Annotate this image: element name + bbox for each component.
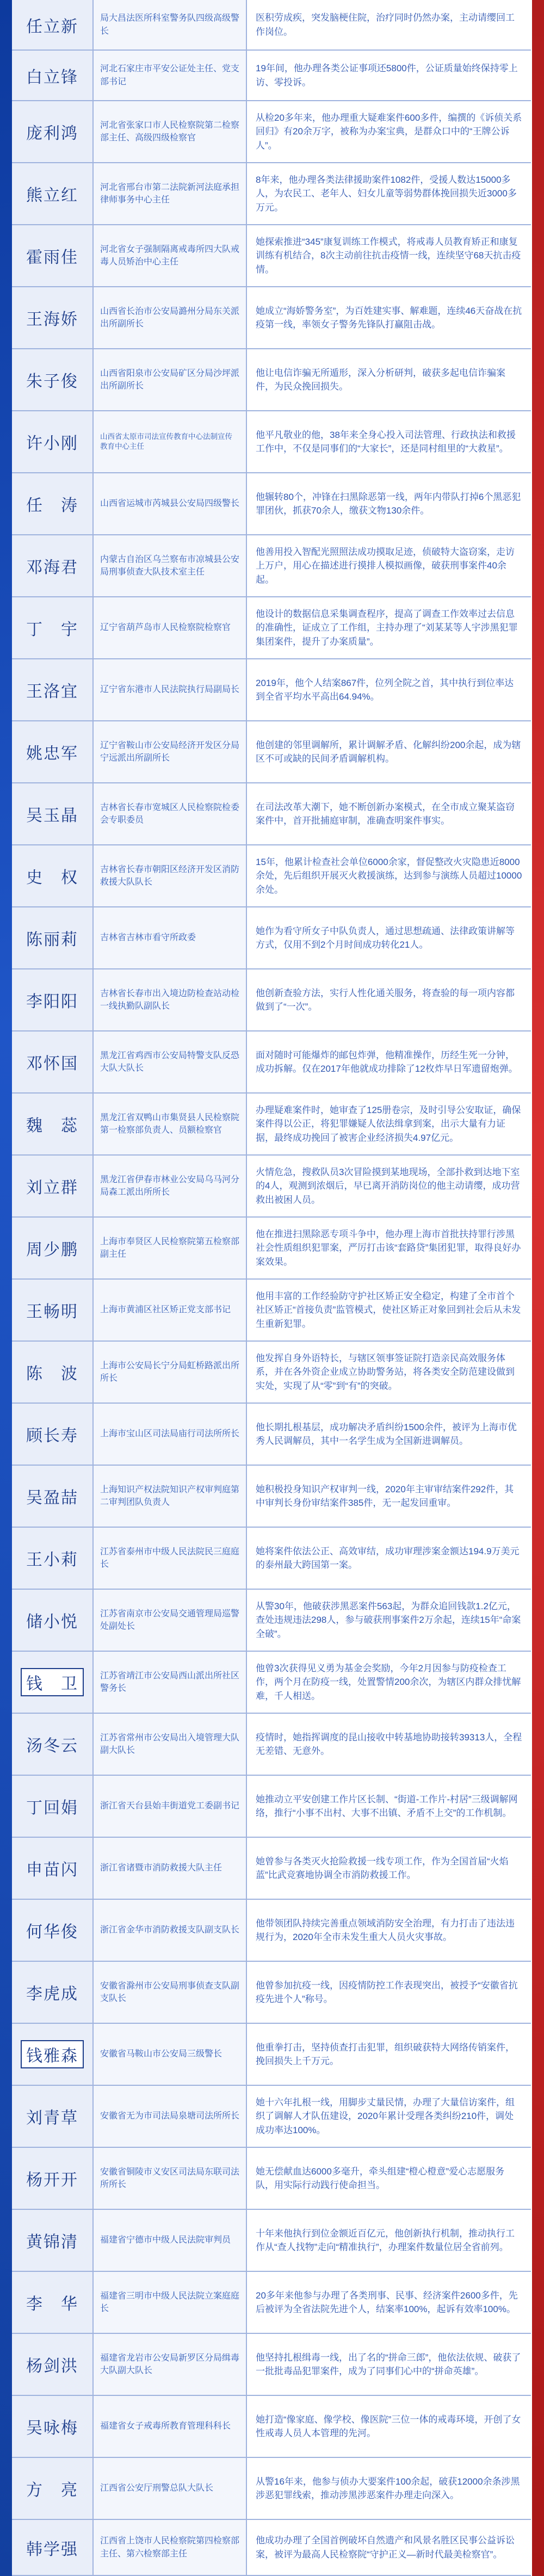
honoree-name: 杨剑洪 [26,2357,78,2375]
honoree-unit: 安徽省滁州市公安局刑事侦查支队副支队长 [100,1981,240,2003]
description-cell [247,783,531,844]
description-cell [247,0,531,50]
unit-cell [94,1528,247,1589]
honoree-name: 魏 蕊 [26,1117,78,1135]
unit-cell [94,535,247,596]
honoree-description: 他创新查验方法，实行人性化通关服务，将查验的每一项内容都做到了“一次”。 [256,987,515,1012]
description-cell [247,1528,531,1589]
honoree-description: 她将案件依法公正、高效审结，成功审理涉案金额达194.9万美元的泰州最大跨国第一案。 [256,1546,520,1570]
description-cell [247,1156,531,1216]
name-cell [12,287,94,348]
table-row [12,1962,531,2024]
honoree-description: 他长期扎根基层，成功解决矛盾纠纷1500余件，被评为上海市优秀人民调解员，其中一名学生成为全国新进调解员。 [256,1422,517,1446]
honoree-unit: 河北省张家口市人民检察院第二检察部主任、高级四级检察官 [100,120,240,143]
honoree-name: 陈 波 [26,1365,78,1383]
honoree-unit: 黑龙江省鸡西市公安局特警支队反恐大队大队长 [100,1051,240,1073]
honoree-name: 霍雨佳 [26,249,78,267]
name-cell [12,845,94,906]
name-cell [12,1962,94,2023]
honoree-unit: 吉林省吉林市看守所政委 [100,933,196,943]
honoree-description: 2019年，他个人结案867件，位列全院之首，其中执行到位率达到全省平均水平高出64.94%。 [256,677,514,702]
honoree-description: 从检20多年来，他办理重大疑难案件600多件，编撰的《诉侦关系回归》有20余万字，被称为办案宝典，是群众口中的“王牌公诉人”。 [256,112,522,151]
honoree-description: 火情危急，搜救队员3次冒险摸到某地现场，全部扑救到达地下室的4人，观测到浓烟后，早已离开消防岗位的他主动请缨，成功营救出被困人员。 [256,1166,520,1205]
description-cell [247,1404,531,1465]
honoree-name: 吴盈喆 [26,1489,78,1507]
description-cell [247,473,531,534]
honoree-unit: 江苏省靖江市公安局西山派出所社区警务长 [100,1671,240,1693]
honoree-description: 面对随时可能爆炸的邮包炸弹，他精准操作，历经生死一分钟，成功拆解。仅在2017年他就成功排除了12枚炸早日军遗留炮弹。 [256,1049,518,1074]
description-cell [247,2148,531,2209]
name-cell [12,2396,94,2457]
table-row [12,0,531,51]
unit-cell [94,1900,247,1961]
name-cell [12,473,94,534]
honoree-unit: 江西省上饶市人民检察院第四检察部主任、第六检察部主任 [100,2536,240,2559]
name-cell [12,969,94,1030]
name-cell [12,2272,94,2333]
table-row [12,51,531,101]
table-row [12,535,531,597]
honoree-unit: 江西省公安厅刑警总队大队长 [100,2484,214,2493]
name-cell [12,1466,94,1527]
table-row [12,783,531,845]
unit-cell [94,721,247,782]
honoree-unit: 福建省三明市中级人民法院立案庭庭长 [100,2291,240,2313]
unit-cell [94,1652,247,1713]
honoree-unit: 山西省长治市公安局潞州分局东关派出所副所长 [100,306,240,329]
honoree-name: 陈丽莉 [26,931,78,949]
unit-cell [94,2334,247,2395]
unit-cell [94,473,247,534]
honoree-name: 丁回娟 [26,1799,78,1817]
unit-cell [94,411,247,472]
description-cell [247,411,531,472]
honoree-description: 他坚持扎根缉毒一线，出了名的“拼命三郎”，他依法依规、破获了一批批毒品犯罪案件，成为了同事们心中的“拼命英雄”。 [256,2352,521,2376]
honoree-description: 19年间，他办理各类公证事项还5800件，公证质量始终保持零上访、零投诉。 [256,63,518,88]
name-cell [12,1652,94,1713]
honoree-unit: 浙江省天台县始丰街道党工委副书记 [100,1801,240,1811]
honoree-unit: 上海知识产权法院知识产权审判庭第二审判团队负责人 [100,1485,240,1507]
right-red-band [532,0,544,2576]
table-row [12,1156,531,1218]
honoree-name: 钱雅森 [21,2040,84,2068]
name-cell [12,2210,94,2271]
honoree-name: 邓海君 [26,559,78,577]
description-cell [247,2396,531,2457]
honoree-description: 他在推进扫黑除恶专项斗争中，他办理上海市首批扶持罪行涉黑社会性质组织犯罪案，严厉打击该“套路贷”集团犯罪，取得良好办案效果。 [256,1228,521,1267]
unit-cell [94,349,247,410]
unit-cell [94,287,247,348]
name-cell [12,225,94,286]
name-cell [12,2458,94,2519]
table-row [12,287,531,349]
honoree-unit: 山西省阳泉市公安局矿区分局沙坪派出所副所长 [100,368,240,391]
table-row [12,1652,531,1714]
honoree-description: 她推动立平安创建工作片区长制、“街道-工作片-村居”三级调解网络，推行“小事不出村、大事不出镇、矛盾不上交”的工作机制。 [256,1794,518,1818]
description-cell [247,969,531,1030]
name-cell [12,1404,94,1465]
name-cell [12,2086,94,2147]
description-cell [247,287,531,348]
honoree-name: 李虎成 [26,1985,78,2003]
honoree-description: 他重拳打击，坚持侦查打击犯罪，组织破获特大网络传销案件，挽回损失上千万元。 [256,2042,515,2066]
unit-cell [94,659,247,720]
honoree-description: 从警30年，他破获涉黑恶案件563起，为群众追回钱款1.2亿元，查处违规违法298人，参与破获刑事案件2万余起，连续15年“命案全破”。 [256,1601,521,1639]
description-cell [247,1714,531,1775]
name-cell [12,1094,94,1154]
table-row [12,2272,531,2334]
honoree-name: 许小刚 [26,435,78,453]
table-row [12,1218,531,1280]
table-row [12,101,531,163]
unit-cell [94,2272,247,2333]
description-cell [247,907,531,968]
honoree-unit: 辽宁省东港市人民法院执行局副局长 [100,685,240,695]
name-cell [12,2148,94,2209]
left-blue-band [0,0,12,2576]
honoree-unit: 浙江省金华市消防救援支队副支队长 [100,1925,240,1935]
name-cell [12,51,94,100]
honoree-unit: 江苏省常州市公安局出入境管理大队副大队长 [100,1733,240,1755]
honoree-unit: 上海市黄浦区社区矫正党支部书记 [100,1305,231,1315]
honoree-unit: 黑龙江省伊春市林业公安局乌马河分局森工派出所所长 [100,1175,240,1197]
description-cell [247,1962,531,2023]
table-row [12,1280,531,1342]
description-cell [247,1590,531,1651]
table-row [12,845,531,907]
unit-cell [94,1404,247,1465]
honoree-name: 申苗闪 [26,1861,78,1879]
unit-cell [94,1218,247,1278]
honoree-description: 20多年来他参与办理了各类刑事、民事、经济案件2600多件，先后被评为全省法院先进个人，结案率100%，起诉有效率100%。 [256,2290,518,2314]
honoree-name: 王小莉 [26,1551,78,1569]
honoree-description: 他创建的邻里调解所，累计调解矛盾、化解纠纷200余起，成为辖区不可或缺的民间矛盾调解机构。 [256,739,521,764]
honoree-description: 他用丰富的工作经验防守护社区矫正安全稳定，构建了全市首个社区矫正“首接负责”监管模式，使社区矫正对象回到社会后从未发生重新犯罪。 [256,1290,521,1329]
honoree-name: 周少鹏 [26,1241,78,1259]
name-cell [12,411,94,472]
honoree-unit: 山西省太原市司法宣传教育中心法制宣传教育中心主任 [100,432,232,450]
name-cell [12,2024,94,2085]
table-row [12,1776,531,1838]
honoree-name: 吴咏梅 [26,2419,78,2437]
unit-cell [94,1714,247,1775]
honoree-unit: 江苏省泰州市中级人民法院民三庭庭长 [100,1547,240,1569]
table-row [12,1094,531,1156]
honoree-description: 他辗转80个，冲锋在扫黑除恶第一线，两年内带队打掉6个黑恶犯罪团伙，抓获70余人，缴获文物130余件。 [256,491,521,516]
description-cell [247,1094,531,1154]
table-row [12,659,531,721]
table-row [12,721,531,783]
honoree-unit: 上海市宝山区司法局庙行司法所所长 [100,1429,240,1439]
honoree-name: 刘立群 [26,1179,78,1197]
honoree-name: 王海娇 [26,311,78,329]
honoree-name: 李 华 [26,2295,78,2313]
unit-cell [94,1280,247,1340]
table-row [12,2024,531,2086]
name-cell [12,2520,94,2575]
unit-cell [94,969,247,1030]
description-cell [247,721,531,782]
honoree-name: 王畅明 [26,1303,78,1321]
table-row [12,1838,531,1900]
table-row [12,1528,531,1590]
honoree-unit: 福建省龙岩市公安局新罗区分局缉毒大队副大队长 [100,2353,240,2375]
honoree-name: 吴玉晶 [26,807,78,825]
honoree-unit: 浙江省诸暨市消防救援大队主任 [100,1863,222,1873]
honoree-description: 她十六年扎根一线，用脚步丈量民情，办理了大量信访案件，组织了调解人才队伍建设，2020年累计受理各类纠纷210件，调处成功率达100%。 [256,2097,515,2135]
unit-cell [94,101,247,162]
unit-cell [94,225,247,286]
honoree-description: 她积极投身知识产权审判一线，2020年主审审结案件292件，其中审判长身份审结案件385件，无一起发回重审。 [256,1484,514,1508]
honoree-name: 王洛宜 [26,683,78,701]
unit-cell [94,1838,247,1899]
description-cell [247,51,531,100]
unit-cell [94,2458,247,2519]
name-cell [12,0,94,50]
honoree-description: 他成功办理了全国首例破坏自然遗产和风景名胜区民事公益诉讼案，被评为最高人民检察院“守护正义—新时代最美检察官”。 [256,2535,515,2560]
honoree-name: 刘青草 [26,2109,78,2127]
honoree-description: 她探索推进“345”康复训练工作模式，将戒毒人员教育矫正和康复训练有机结合，8次主动前往抗击疫情一线，连续坚守68天抗击疫情。 [256,236,521,275]
table-row [12,2210,531,2272]
honoree-description: 他平凡敬业的他，38年来全身心投入司法管理、行政执法和救援工作中，不仅是同事们的“大家长”，还是同村组里的“大救星”。 [256,429,516,454]
honoree-description: 办理疑难案件时，她审查了125册卷宗，及时引导公安取证，确保案件得以公正，将犯罪嫌疑人依法缉拿到案，出示大量有力证据，最终成功挽回了被害企业经济损失4.97亿元。 [256,1104,521,1143]
honoree-name: 何华俊 [26,1923,78,1941]
honoree-name: 熊立红 [26,187,78,205]
description-cell [247,2334,531,2395]
honoree-unit: 福建省女子戒毒所教育管理科科长 [100,2421,231,2431]
unit-cell [94,2396,247,2457]
honoree-unit: 内蒙古自治区乌兰察布市凉城县公安局刑事侦查大队技术室主任 [100,554,240,577]
honoree-description: 她成立“海娇警务室”，为百姓建实事、解难题，连续46天奋战在抗疫第一线，率领女子警务先锋队打赢阻击战。 [256,305,522,330]
honoree-name: 顾长寿 [26,1427,78,1445]
unit-cell [94,2024,247,2085]
table-row [12,349,531,411]
honoree-description: 在司法改革大潮下，她不断创新办案模式，在全市成立聚某盗窃案件中，首开批捕庭审制，准确查明案件事实。 [256,801,515,826]
honoree-unit: 黑龙江省双鸭山市集贤县人民检察院第一检察部负责人、员额检察官 [100,1113,240,1135]
honoree-unit: 局大昌法医所科室警务队四级高级警长 [100,14,240,36]
name-cell [12,1900,94,1961]
table-row [12,2458,531,2520]
honoree-description: 他曾参加抗疫一线，因疫情防控工作表现突出，被授予“安徽省抗疫先进个人”称号。 [256,1980,518,2004]
name-cell [12,1342,94,1403]
table-row [12,2086,531,2148]
honoree-unit: 安徽省铜陵市义安区司法局东联司法所所长 [100,2167,240,2189]
unit-cell [94,1342,247,1403]
honoree-description: 她无偿献血达6000多毫升，牵头组建“橙心橙意”爱心志愿服务队，用实际行动践行使命担当。 [256,2166,505,2190]
description-cell [247,2024,531,2085]
honoree-unit: 上海市公安局长宁分局虹桥路派出所所长 [100,1361,240,1383]
honoree-unit: 安徽省无为市司法局泉塘司法所所长 [100,2111,240,2121]
name-cell [12,1838,94,1899]
honoree-description: 他善用投入智配光照照法成功摸取足迹，侦破特大盗窃案，走访上万户，用心在描述进行摸排人模拟画像，破获刑事案件40余起。 [256,546,515,585]
honoree-name: 李阳阳 [26,993,78,1011]
table-row [12,473,531,535]
name-cell [12,1776,94,1837]
honoree-description: 他发挥自身外语特长，与辖区领事签证院打造亲民高效服务体系，并在各外资企业成立协助警务站，将各类安全防范建设做到实处，实现了从“零”到“有”的突破。 [256,1352,515,1391]
name-cell [12,1590,94,1651]
name-cell [12,659,94,720]
honoree-unit: 安徽省马鞍山市公安局三级警长 [100,2049,222,2059]
honoree-description: 从警16年来，他参与侦办大要案件100余起，破获12000余条涉黑涉恶犯罪线索，推动涉黑涉恶案件办理走向深入。 [256,2476,520,2500]
honoree-unit: 吉林省长春市出入境边防检查站动检一线执勤队副队长 [100,989,240,1011]
table-row [12,2148,531,2210]
name-cell [12,783,94,844]
honoree-name: 钱 卫 [21,1668,84,1696]
honoree-name: 邓怀国 [26,1055,78,1073]
honoree-unit: 吉林省长春市宽城区人民检察院检委会专职委员 [100,802,240,825]
unit-cell [94,907,247,968]
description-cell [247,2458,531,2519]
honoree-name: 白立锋 [26,68,78,87]
name-cell [12,907,94,968]
description-cell [247,597,531,658]
honoree-unit: 江苏省南京市公安局交通管理局巡警处副处长 [100,1609,240,1631]
table-row [12,907,531,969]
honoree-name: 庞利鸿 [26,125,78,143]
honoree-name: 姚忠军 [26,745,78,763]
description-cell [247,163,531,224]
table-row [12,2334,531,2396]
table-row [12,1590,531,1652]
honoree-unit: 辽宁省鞍山市公安局经济开发区分局宁远派出所副所长 [100,740,240,763]
honoree-description: 疫情时，她指挥调度的昆山接收中转基地协助接转39313人，全程无差错、无意外。 [256,1732,522,1756]
unit-cell [94,1466,247,1527]
honoree-unit: 福建省宁德市中级人民法院审判员 [100,2235,231,2245]
table-row [12,969,531,1031]
honoree-description: 他让电信诈骗无所遁形，深入分析研判，破获多起电信诈骗案件，为民众挽回损失。 [256,367,505,392]
honoree-description: 她曾参与各类灭火抢险救援一线专项工作，作为全国首届“火焰蓝”比武竞赛地协调全市消防救援工作。 [256,1856,509,1880]
honoree-name: 史 权 [26,869,78,887]
honoree-description: 他带领团队持续完善重点领域消防安全治理，有力打击了违法违规行为，2020年全市未发生重大人员火灾事故。 [256,1918,515,1942]
honoree-table [12,0,532,2576]
description-cell [247,1776,531,1837]
honoree-unit: 上海市奉贤区人民检察院第五检察部副主任 [100,1237,240,1259]
table-row [12,1714,531,1776]
honoree-description: 8年来，他办理各类法律援助案件1082件，受援人数达15000多人，为农民工、老年人、妇女儿童等弱势群体挽回损失近3000多万元。 [256,174,517,213]
unit-cell [94,51,247,100]
honoree-name: 丁 宇 [26,621,78,639]
unit-cell [94,163,247,224]
description-cell [247,1900,531,1961]
table-row [12,2396,531,2458]
honoree-unit: 河北石家庄市平安公证处主任、党支部书记 [100,64,240,87]
unit-cell [94,2520,247,2575]
unit-cell [94,1590,247,1651]
table-row [12,225,531,287]
description-cell [247,2272,531,2333]
unit-cell [94,845,247,906]
honoree-unit: 辽宁省葫芦岛市人民检察院检察官 [100,623,231,633]
description-cell [247,845,531,906]
description-cell [247,1031,531,1092]
name-cell [12,1528,94,1589]
description-cell [247,2210,531,2271]
honoree-name: 任立新 [26,17,78,36]
honoree-unit: 吉林省长春市朝阳区经济开发区消防救援大队队长 [100,864,240,887]
description-cell [247,1652,531,1713]
table-row [12,411,531,473]
description-cell [247,535,531,596]
description-cell [247,1342,531,1403]
honoree-unit: 河北省女子强制隔离戒毒所四大队戒毒人员矫治中心主任 [100,244,240,267]
table-row [12,1466,531,1528]
honoree-name: 任 涛 [26,497,78,515]
name-cell [12,1031,94,1092]
name-cell [12,1156,94,1216]
description-cell [247,101,531,162]
name-cell [12,1280,94,1340]
honoree-name: 黄锦清 [26,2233,78,2251]
honoree-name: 方 亮 [26,2481,78,2499]
name-cell [12,1218,94,1278]
unit-cell [94,2086,247,2147]
unit-cell [94,2210,247,2271]
honoree-description: 他设计的数据信息采集调查程序，提高了调查工作效率过去信息的准确性，证成立了工作组，主持办理了“刘某某等人宇涉黑犯罪集团案件，提升了办案质量”。 [256,608,518,647]
table-row [12,1342,531,1404]
honoree-name: 储小悦 [26,1613,78,1631]
table-row [12,163,531,225]
table-row [12,2520,531,2576]
table-row [12,1900,531,1962]
description-cell [247,2520,531,2575]
unit-cell [94,1094,247,1154]
unit-cell [94,1776,247,1837]
description-cell [247,1280,531,1340]
name-cell [12,721,94,782]
name-cell [12,1714,94,1775]
name-cell [12,2334,94,2395]
honoree-description: 他曾3次获得见义勇为基金会奖励，今年2月因参与防疫检查工作，两个月在防疫一线，处置警情200余次，为辖区内群众排忧解难，千人相送。 [256,1663,521,1701]
honoree-name: 杨开开 [26,2171,78,2189]
honoree-description: 她作为看守所女子中队负责人，通过思想疏通、法律政策讲解等方式，仅用不到2个月时间成功转化21人。 [256,925,515,950]
table-row [12,1404,531,1466]
name-cell [12,349,94,410]
honoree-description: 十年来他执行到位金额近百亿元，他创新执行机制，推动执行工作从“查人找物”走向“精准执行”，办理案件数量位居全省前列。 [256,2228,515,2252]
table-row [12,1031,531,1094]
description-cell [247,1838,531,1899]
description-cell [247,1466,531,1527]
name-cell [12,535,94,596]
unit-cell [94,1962,247,2023]
name-cell [12,101,94,162]
unit-cell [94,0,247,50]
description-cell [247,1218,531,1278]
honoree-name: 朱子俊 [26,373,78,391]
unit-cell [94,1156,247,1216]
unit-cell [94,597,247,658]
honoree-description: 医积劳成疾，突发脑梗住院，治疗同时仍然办案，主动请缨回工作岗位。 [256,13,515,37]
honoree-unit: 河北省邢台市第二法院新河法庭承担律师事务中心主任 [100,182,240,205]
description-cell [247,349,531,410]
honoree-description: 15年，他累计检查社会单位6000余家，督促整改火灾隐患近8000余处，先后组织开展灭火救援演练，达到参与演练人员超过10000余处。 [256,856,522,895]
description-cell [247,225,531,286]
unit-cell [94,1031,247,1092]
honoree-unit: 山西省运城市芮城县公安局四级警长 [100,499,240,509]
honoree-name: 韩学强 [26,2540,78,2559]
honoree-description: 她打造“像家庭、像学校、像医院”三位一体的戒毒环境，开创了女性戒毒人员人本管理的先河。 [256,2414,521,2438]
unit-cell [94,783,247,844]
table-row [12,597,531,659]
name-cell [12,163,94,224]
name-cell [12,597,94,658]
unit-cell [94,2148,247,2209]
description-cell [247,659,531,720]
honoree-name: 汤冬云 [26,1737,78,1755]
description-cell [247,2086,531,2147]
